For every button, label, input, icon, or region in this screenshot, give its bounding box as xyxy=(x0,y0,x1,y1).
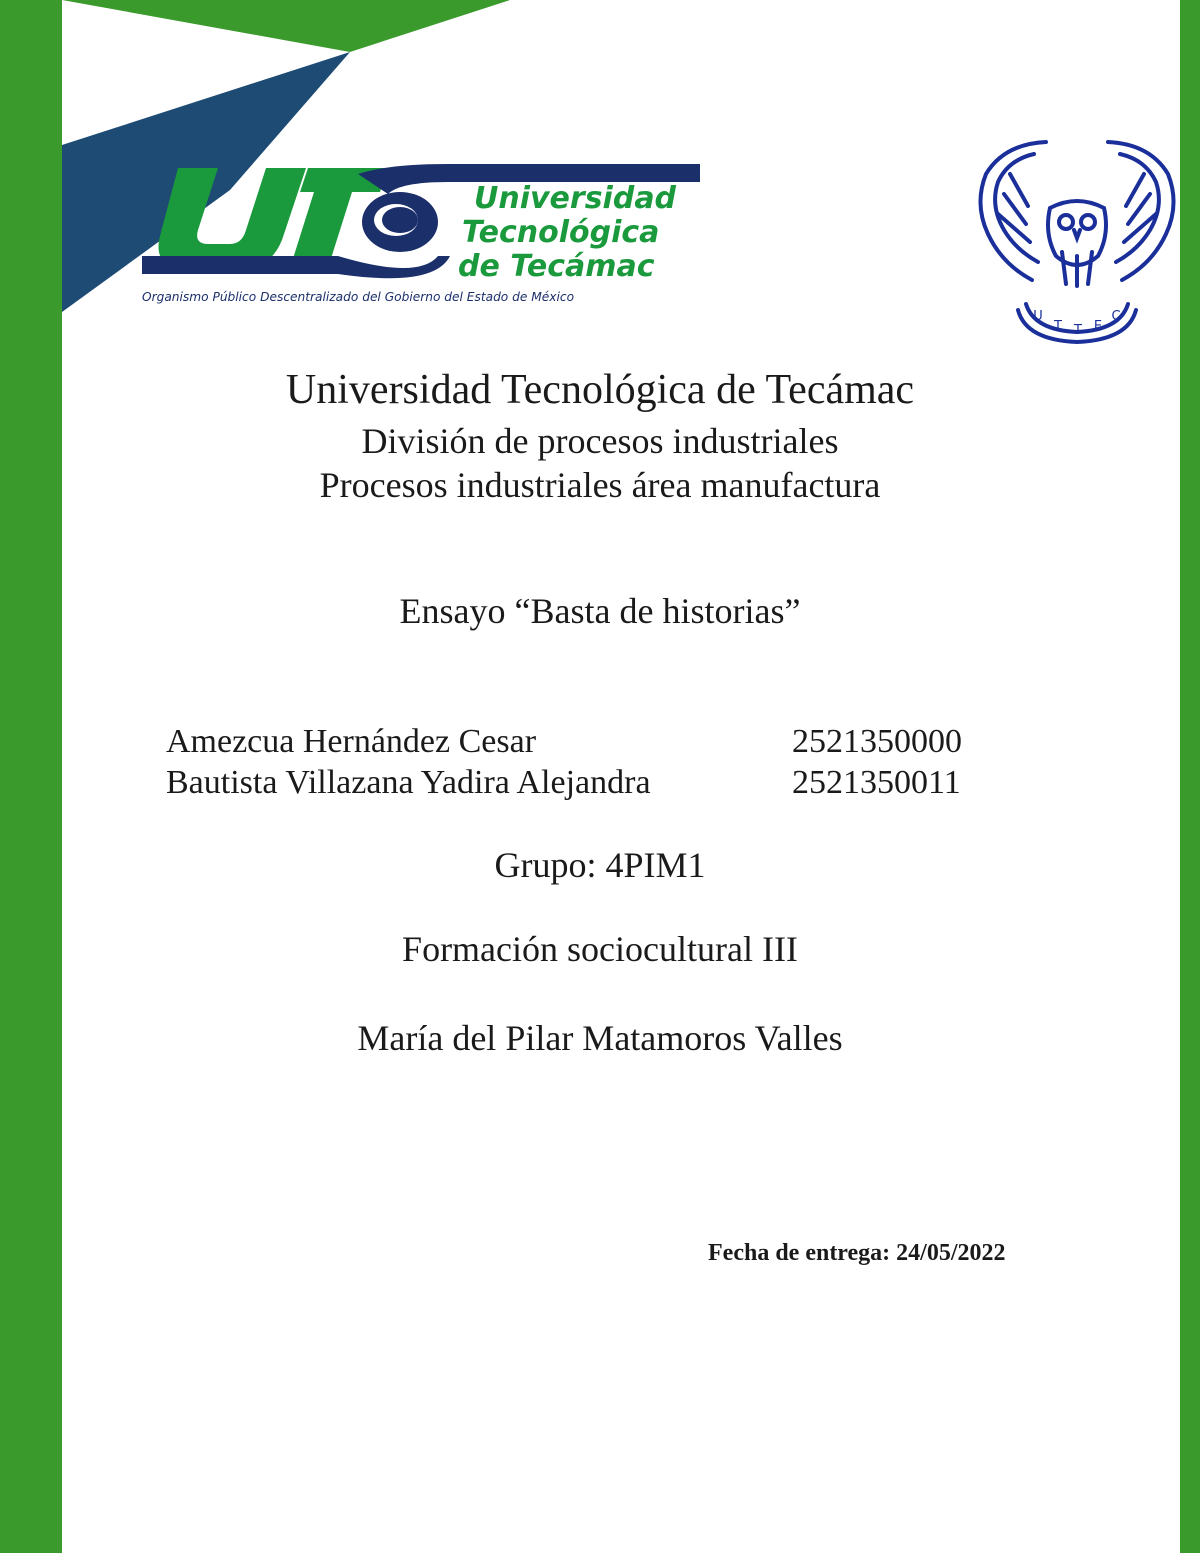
essay-title: Ensayo “Basta de historias” xyxy=(399,591,801,631)
svg-text:Tecnológica: Tecnológica xyxy=(462,215,660,250)
teacher-name: María del Pilar Matamoros Valles xyxy=(357,1018,843,1058)
svg-text:Organismo Público Descentraliz: Organismo Público Descentralizado del Gobierno del Estado de México xyxy=(142,290,575,304)
student-name: Bautista Villazana Yadira Alejandra xyxy=(166,764,651,801)
due-date: Fecha de entrega: 24/05/2022 xyxy=(708,1240,1006,1266)
svg-text:T: T xyxy=(1074,323,1082,338)
student-name: Amezcua Hernández Cesar xyxy=(166,723,537,760)
svg-text:C: C xyxy=(1111,309,1121,324)
subject-name: Formación sociocultural III xyxy=(402,929,798,969)
student-id: 2521350000 xyxy=(792,723,962,760)
student-id: 2521350011 xyxy=(792,764,961,801)
student-row xyxy=(166,764,986,806)
student-row xyxy=(166,723,986,765)
division-name: División de procesos industriales xyxy=(361,421,839,461)
ut-logo xyxy=(138,160,708,310)
uttec-owl-seal-icon xyxy=(974,134,1180,344)
group-label: Grupo: 4PIM1 xyxy=(494,845,706,885)
svg-text:U: U xyxy=(1033,309,1043,324)
svg-text:de Tecámac: de Tecámac xyxy=(458,249,655,284)
svg-text:Universidad: Universidad xyxy=(474,181,677,216)
university-title: Universidad Tecnológica de Tecámac xyxy=(285,367,915,413)
right-green-border xyxy=(1180,0,1200,1553)
ut-monogram-icon xyxy=(158,168,388,268)
career-name: Procesos industriales área manufactura xyxy=(319,465,881,505)
svg-text:E: E xyxy=(1093,319,1103,334)
svg-text:T: T xyxy=(1054,319,1062,334)
